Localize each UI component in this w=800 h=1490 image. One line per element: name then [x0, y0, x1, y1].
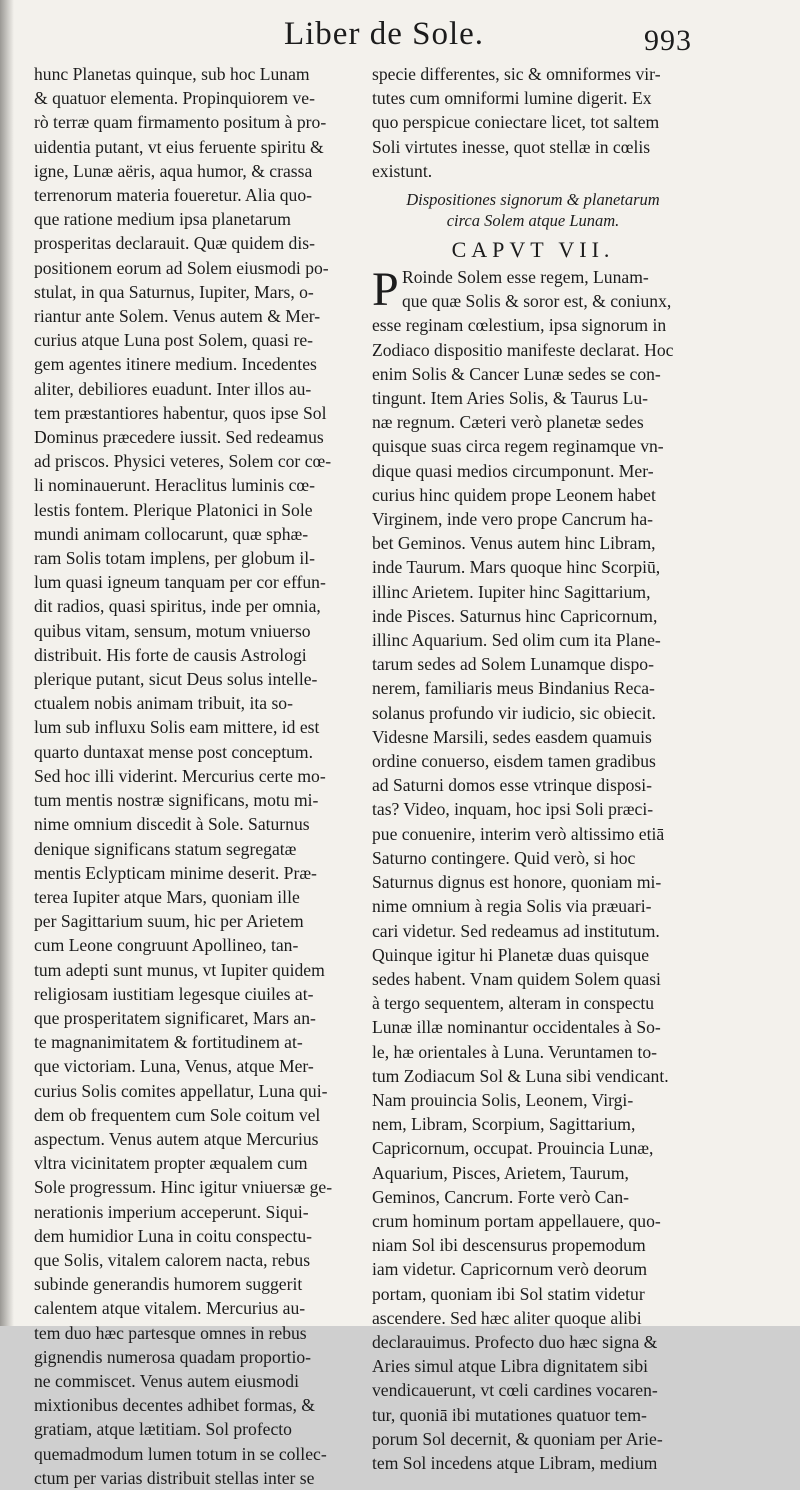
- text-line: Geminos, Cancrum. Forte verò Can-: [372, 1186, 630, 1207]
- chapter-opening: [372, 263, 694, 317]
- text-line: pue conuenire, interim verò altissimo etiā: [372, 823, 665, 844]
- text-line: uidentia putant, vt eius feruente spiritu &: [34, 136, 324, 157]
- text-line: tum adepti sunt munus, vt Iupiter quidem: [34, 959, 325, 980]
- text-line: sedes habent. Vnam quidem Solem quasi: [372, 968, 661, 989]
- text-line: Sole progressum. Hinc igitur vniuersæ ge-: [34, 1177, 333, 1198]
- text-line: Roinde Solem esse regem, Lunam-: [402, 267, 649, 288]
- text-line: ordine conuerso, eisdem tamen gradibus: [372, 751, 656, 772]
- text-line: crum hominum portam appellauere, quo-: [372, 1210, 661, 1231]
- text-line: gem agentes itinere medium. Incedentes: [34, 354, 317, 375]
- text-line: tem præstantiores habentur, quos ipse Sol: [34, 402, 327, 423]
- text-line: subinde generandis humorem suggerit: [34, 1274, 303, 1295]
- subheading-line: Dispositiones signorum & planetarum: [406, 190, 660, 210]
- text-line: tur, quoniā ibi mutationes quatuor tem-: [372, 1404, 647, 1425]
- text-line: Aries simul atque Libra dignitatem sibi: [372, 1356, 649, 1377]
- text-line: calentem atque vitalem. Mercurius au-: [34, 1298, 306, 1319]
- running-title: Liber de Sole.: [283, 16, 485, 52]
- text-line: gratiam, atque lætitiam. Sol profecto: [34, 1419, 292, 1440]
- drop-cap: P: [372, 263, 399, 317]
- text-line: tem duo hæc partesque omnes in rebus: [34, 1322, 307, 1343]
- text-line: niam Sol ibi descensurus propemodum: [372, 1235, 646, 1256]
- text-line: stulat, in qua Saturnus, Iupiter, Mars, o-: [34, 281, 314, 302]
- text-line: tum mentis nostræ significans, motu mi-: [34, 790, 319, 811]
- text-line: à tergo sequentem, alteram in conspectu: [372, 993, 655, 1014]
- text-line: Quinque igitur hi Planetæ duas quisque: [372, 944, 650, 965]
- section-subheading: [372, 189, 694, 231]
- text-line: Nam prouincia Solis, Leonem, Virgi-: [372, 1089, 634, 1110]
- text-line: vendicauerunt, vt cœli cardines vocaren-: [372, 1380, 658, 1401]
- text-line: positionem eorum ad Solem eiusmodi po-: [34, 257, 329, 278]
- text-line: lestis fontem. Plerique Platonici in Sole: [34, 499, 313, 520]
- text-line: nerem, familiaris meus Bindanius Reca-: [372, 678, 655, 699]
- text-line: hunc Planetas quinque, sub hoc Lunam: [34, 64, 310, 84]
- text-line: cari videtur. Sed redeamus ad institutum.: [372, 920, 660, 941]
- text-line: cum Leone congruunt Apollineo, tan-: [34, 935, 299, 956]
- text-line: inde Taurum. Mars quoque hinc Scorpiū,: [372, 557, 661, 578]
- text-line: Soli virtutes inesse, quot stellæ in cœlis: [372, 136, 651, 157]
- text-line: existunt.: [372, 160, 433, 181]
- text-line: Aquarium, Pisces, Arietem, Taurum,: [372, 1162, 629, 1183]
- text-line: que victoriam. Luna, Venus, atque Mer-: [34, 1056, 314, 1077]
- text-line: nem, Libram, Scorpium, Sagittarium,: [372, 1114, 636, 1135]
- text-line: gignendis numerosa quadam proportio-: [34, 1346, 312, 1367]
- text-line: bet Geminos. Venus autem hinc Libram,: [372, 533, 656, 554]
- text-line: Saturnus dignus est honore, quoniam mi-: [372, 872, 662, 893]
- text-line: mentis Eclypticam minime deserit. Præ-: [34, 862, 317, 883]
- text-line: religiosam iustitiam legesque ciuiles at-: [34, 983, 314, 1004]
- text-line: porum Sol decernit, & quoniam per Arie-: [372, 1428, 663, 1449]
- text-line: aspectum. Venus autem atque Mercurius: [34, 1128, 319, 1149]
- text-line: terrenorum materia foueretur. Alia quo-: [34, 185, 312, 206]
- text-line: esse reginam cœlestium, ipsa signorum in: [372, 315, 667, 336]
- text-line: riantur ante Solem. Venus autem & Mer-: [34, 306, 321, 327]
- text-line: tem Sol incedens atque Libram, medium: [372, 1452, 658, 1473]
- text-line: Zodiaco dispositio manifeste declarat. Hoc: [372, 339, 674, 360]
- right-text-column: [372, 62, 694, 1475]
- text-line: ne commiscet. Venus autem eiusmodi: [34, 1370, 299, 1391]
- text-line: solanus profundo vir iudicio, sic obiecit.: [372, 702, 656, 723]
- text-line: tum Zodiacum Sol & Luna sibi vendicant.: [372, 1065, 669, 1086]
- text-line: que Solis, vitalem calorem nacta, rebus: [34, 1249, 311, 1270]
- text-line: igne, Lunæ aëris, aqua humor, & crassa: [34, 160, 313, 181]
- text-line: aliter, debiliores euadunt. Inter illos au-: [34, 378, 312, 399]
- text-line: denique significans statum segregatæ: [34, 838, 297, 859]
- text-line: que ratione medium ipsa planetarum: [34, 209, 291, 230]
- text-line: que quæ Solis & soror est, & coniunx,: [402, 291, 672, 312]
- text-line: tingunt. Item Aries Solis, & Taurus Lu-: [372, 388, 649, 409]
- text-line: specie differentes, sic & omniformes vir-: [372, 64, 661, 84]
- text-line: ctualem nobis animam tribuit, ita so-: [34, 693, 293, 714]
- text-line: prosperitas declarauit. Quæ quidem dis-: [34, 233, 315, 254]
- text-line: Saturno contingere. Quid verò, si hoc: [372, 847, 636, 868]
- text-line: le, hæ orientales à Luna. Veruntamen to-: [372, 1041, 657, 1062]
- text-line: inde Pisces. Saturnus hinc Capricornum,: [372, 605, 658, 626]
- text-line: rò terræ quam firmamento positum à pro-: [34, 112, 327, 133]
- left-text-column: [34, 62, 368, 1490]
- text-line: quarto duntaxat mense post conceptum.: [34, 741, 313, 762]
- text-line: terea Iupiter atque Mars, quoniam ille: [34, 886, 300, 907]
- text-line: & quatuor elementa. Propinquiorem ve-: [34, 88, 315, 109]
- text-line: Lunæ illæ nominantur occidentales à So-: [372, 1017, 661, 1038]
- text-line: portam, quoniam ibi Sol statim videtur: [372, 1283, 645, 1304]
- text-line: lum quasi igneum tanquam per cor effun-: [34, 572, 326, 593]
- text-line: ctum per varias distribuit stellas inter se: [34, 1467, 315, 1488]
- text-line: Virginem, inde vero prope Cancrum ha-: [372, 509, 654, 530]
- text-line: curius hinc quidem prope Leonem habet: [372, 484, 656, 505]
- text-line: quo perspicue coniectare licet, tot saltem: [372, 112, 660, 133]
- text-line: dique quasi medios circumponunt. Mer-: [372, 460, 654, 481]
- text-line: plerique putant, sicut Deus solus intelle-: [34, 669, 318, 690]
- text-line: distribuit. His forte de causis Astrologi: [34, 644, 307, 665]
- text-line: declarauimus. Profecto duo hæc signa &: [372, 1331, 658, 1352]
- text-line: ascendere. Sed hæc aliter quoque alibi: [372, 1307, 642, 1328]
- text-line: nime omnium discedit à Sole. Saturnus: [34, 814, 310, 835]
- text-line: curius atque Luna post Solem, quasi re-: [34, 330, 313, 351]
- text-line: lum sub influxu Solis eam mittere, id est: [34, 717, 320, 738]
- text-line: dem ob frequentem cum Sole coitum vel: [34, 1104, 321, 1125]
- text-line: mundi animam collocarunt, quæ sphæ-: [34, 523, 309, 544]
- text-line: illinc Aquarium. Sed olim cum ita Plane-: [372, 630, 661, 651]
- text-line: tarum sedes ad Solem Lunamque dispo-: [372, 654, 654, 675]
- text-line: Dominus præcedere iussit. Sed redeamus: [34, 427, 324, 448]
- text-line: mixtionibus decentes adhibet formas, &: [34, 1395, 315, 1416]
- text-line: li nominauerunt. Heraclitus luminis cœ-: [34, 475, 315, 496]
- subheading-line: circa Solem atque Lunam.: [446, 211, 620, 231]
- text-line: per Sagittarium suum, hic per Arietem: [34, 911, 304, 932]
- text-line: quisque suas circa regem reginamque vn-: [372, 436, 664, 457]
- text-line: vltra vicinitatem propter æqualem cum: [34, 1153, 308, 1174]
- text-line: ad priscos. Physici veteres, Solem cor cœ-: [34, 451, 332, 472]
- text-line: iam videtur. Capricornum verò deorum: [372, 1259, 648, 1280]
- text-line: ad Saturni domos esse vtrinque disposi-: [372, 775, 653, 796]
- text-line: dem humidior Luna in coitu conspectu-: [34, 1225, 313, 1246]
- text-line: tas? Video, inquam, hoc ipsi Soli præci-: [372, 799, 654, 820]
- text-line: illinc Arietem. Iupiter hinc Sagittarium,: [372, 581, 651, 602]
- text-line: dit radios, quasi spiritus, inde per omnia,: [34, 596, 321, 617]
- chapter-body-text: [372, 313, 694, 1475]
- text-line: quibus vitam, sensum, motum vniuerso: [34, 620, 311, 641]
- chapter-heading: CAPVT VII.: [451, 237, 615, 263]
- text-line: quemadmodum lumen totum in se collec-: [34, 1443, 327, 1464]
- text-line: tutes cum omniformi lumine digerit. Ex: [372, 88, 652, 109]
- text-line: Capricornum, occupat. Prouincia Lunæ,: [372, 1138, 654, 1159]
- text-line: enim Solis & Cancer Lunæ sedes se con-: [372, 363, 661, 384]
- text-line: Videsne Marsili, sedes easdem quamuis: [372, 726, 652, 747]
- right-column-opening-text: [372, 62, 694, 183]
- text-line: nime omnium à regia Solis via præuari-: [372, 896, 652, 917]
- text-line: ram Solis totam implens, per globum il-: [34, 548, 315, 569]
- text-line: te magnanimitatem & fortitudinem at-: [34, 1032, 303, 1053]
- text-line: que prosperitatem significaret, Mars an-: [34, 1007, 316, 1028]
- text-line: nerationis imperium acceperunt. Siqui-: [34, 1201, 309, 1222]
- text-line: curius Solis comites appellatur, Luna qui-: [34, 1080, 328, 1101]
- page-number: 993: [644, 24, 692, 57]
- text-line: Sed hoc illi viderint. Mercurius certe mo-: [34, 765, 326, 786]
- text-line: næ regnum. Cæteri verò planetæ sedes: [372, 412, 644, 433]
